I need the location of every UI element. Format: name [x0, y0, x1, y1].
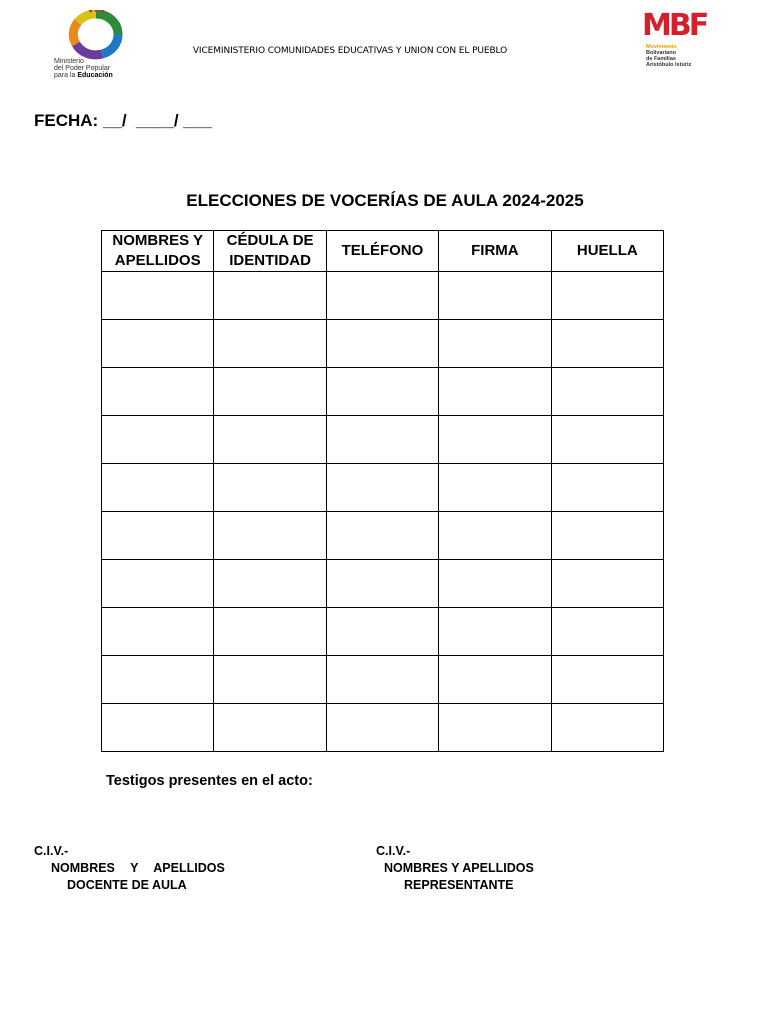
- ministry-ring-icon: [68, 10, 124, 60]
- mbf-logo-caption: Movimiento Bolivariano de Familias Aristóbulo Istúriz: [646, 44, 692, 68]
- table-cell-nombres[interactable]: [102, 512, 214, 560]
- table-cell-nombres[interactable]: [102, 656, 214, 704]
- table-cell-cedula[interactable]: [214, 368, 326, 416]
- column-header-nombres: NOMBRES Y APELLIDOS: [102, 231, 214, 272]
- table-cell-cedula[interactable]: [214, 464, 326, 512]
- table-cell-nombres[interactable]: [102, 608, 214, 656]
- table-row: [102, 320, 664, 368]
- table-cell-nombres[interactable]: [102, 368, 214, 416]
- name-label: NOMBRES Y APELLIDOS: [51, 861, 225, 875]
- table-row: [102, 560, 664, 608]
- table-cell-cedula[interactable]: [214, 416, 326, 464]
- table-cell-firma[interactable]: [439, 464, 551, 512]
- table-cell-nombres[interactable]: [102, 560, 214, 608]
- table-cell-huella[interactable]: [551, 464, 663, 512]
- table-cell-cedula[interactable]: [214, 320, 326, 368]
- table-row: [102, 272, 664, 320]
- mbf-logo: [638, 8, 707, 80]
- column-header-firma: FIRMA: [439, 231, 551, 272]
- table-cell-firma[interactable]: [439, 320, 551, 368]
- table-body: [102, 272, 664, 752]
- table-row: [102, 512, 664, 560]
- table-cell-telefono[interactable]: [326, 464, 438, 512]
- signature-block-representative: [376, 843, 534, 894]
- role-label: REPRESENTANTE: [404, 878, 514, 892]
- table-cell-huella[interactable]: [551, 272, 663, 320]
- civ-label: C.I.V.-: [376, 844, 411, 858]
- table-cell-cedula[interactable]: [214, 656, 326, 704]
- table-cell-firma[interactable]: [439, 656, 551, 704]
- table-row: [102, 416, 664, 464]
- table-row: [102, 368, 664, 416]
- table-cell-firma[interactable]: [439, 512, 551, 560]
- table-cell-cedula[interactable]: [214, 560, 326, 608]
- table-cell-huella[interactable]: [551, 560, 663, 608]
- table-cell-nombres[interactable]: [102, 416, 214, 464]
- roster-table: [101, 230, 664, 752]
- table-cell-firma[interactable]: [439, 416, 551, 464]
- table-header-row: [102, 231, 664, 272]
- table-cell-firma[interactable]: [439, 272, 551, 320]
- witnesses-label: Testigos presentes en el acto:: [106, 773, 313, 789]
- table-cell-cedula[interactable]: [214, 704, 326, 752]
- table-cell-huella[interactable]: [551, 608, 663, 656]
- table-cell-telefono[interactable]: [326, 368, 438, 416]
- table-cell-huella[interactable]: [551, 512, 663, 560]
- table-cell-firma[interactable]: [439, 704, 551, 752]
- table-cell-nombres[interactable]: [102, 272, 214, 320]
- table-cell-cedula[interactable]: [214, 608, 326, 656]
- table-cell-firma[interactable]: [439, 608, 551, 656]
- table-cell-huella[interactable]: [551, 704, 663, 752]
- ministry-logo: [54, 10, 144, 82]
- column-header-cedula: CÉDULA DE IDENTIDAD: [214, 231, 326, 272]
- table-cell-telefono[interactable]: [326, 704, 438, 752]
- table-cell-nombres[interactable]: [102, 464, 214, 512]
- table-cell-telefono[interactable]: [326, 560, 438, 608]
- fecha-line[interactable]: FECHA: __/ ____/ ___: [34, 111, 212, 130]
- table-cell-huella[interactable]: [551, 416, 663, 464]
- table-cell-telefono[interactable]: [326, 272, 438, 320]
- table-cell-telefono[interactable]: [326, 512, 438, 560]
- table-cell-telefono[interactable]: [326, 416, 438, 464]
- table-cell-firma[interactable]: [439, 560, 551, 608]
- table-cell-nombres[interactable]: [102, 704, 214, 752]
- table-cell-firma[interactable]: [439, 368, 551, 416]
- name-label: NOMBRES Y APELLIDOS: [384, 861, 534, 875]
- table-cell-telefono[interactable]: [326, 608, 438, 656]
- table-row: [102, 704, 664, 752]
- table-cell-huella[interactable]: [551, 320, 663, 368]
- signature-block-teacher: [34, 843, 225, 894]
- table-cell-cedula[interactable]: [214, 512, 326, 560]
- column-header-huella: HUELLA: [551, 231, 663, 272]
- role-label: DOCENTE DE AULA: [67, 878, 187, 892]
- table-cell-telefono[interactable]: [326, 656, 438, 704]
- column-header-telefono: TELÉFONO: [326, 231, 438, 272]
- table-cell-huella[interactable]: [551, 368, 663, 416]
- civ-label: C.I.V.-: [34, 844, 69, 858]
- table-cell-telefono[interactable]: [326, 320, 438, 368]
- mbf-logo-mark: MBF: [642, 8, 707, 43]
- table-cell-huella[interactable]: [551, 656, 663, 704]
- table-cell-nombres[interactable]: [102, 320, 214, 368]
- table-row: [102, 608, 664, 656]
- document-title: ELECCIONES DE VOCERÍAS DE AULA 2024-2025: [186, 191, 584, 210]
- header-title: VICEMINISTERIO COMUNIDADES EDUCATIVAS Y UNION CON EL PUEBLO: [192, 46, 508, 56]
- table-cell-cedula[interactable]: [214, 272, 326, 320]
- ministry-logo-caption: Ministerio del Poder Popular para la Educación: [54, 58, 113, 79]
- table-row: [102, 464, 664, 512]
- table-row: [102, 656, 664, 704]
